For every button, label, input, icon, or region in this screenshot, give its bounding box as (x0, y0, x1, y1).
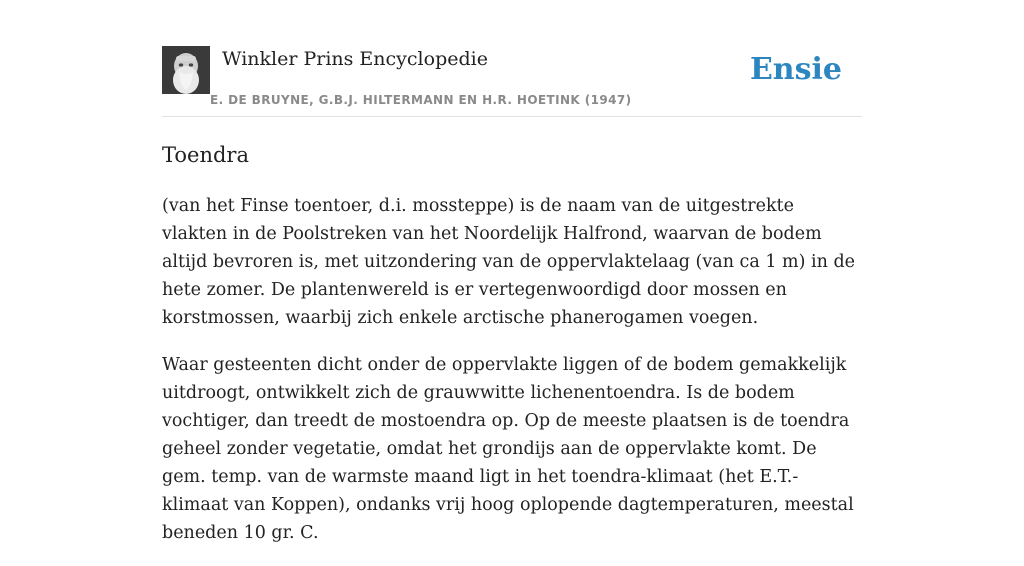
author-avatar[interactable] (162, 46, 210, 94)
ensie-logo-link[interactable]: Ensie (749, 52, 842, 87)
publication-authors: E. DE BRUYNE, G.B.J. HILTERMANN EN H.R. HOETINK (1947) (210, 93, 632, 107)
publication-header (162, 46, 862, 117)
article-paragraph: (van het Finse toentoer, d.i. mossteppe) is de naam van de uitgestrekte vlakten in de Poolstreken van het Noordelijk Halfrond, waarvan de bodem altijd bevroren is, met uitzondering van de oppervlaktelaag (van ca 1 m) in de hete zomer. De plantenwereld is er vertegenwoordigd door mossen en korstmossen, waarbij zich enkele arctische phanerogamen voegen. (162, 196, 856, 328)
publication-title[interactable]: Winkler Prins Encyclopedie (222, 48, 488, 70)
article-body (162, 192, 862, 566)
author-portrait-image (162, 46, 210, 94)
article-title: Toendra (162, 143, 249, 167)
article-paragraph: Waar gesteenten dicht onder de oppervlakte liggen of de bodem gemakkelijk uitdroogt, ontwikkelt zich de grauwwitte lichenentoendra. Is de bodem vochtiger, dan treedt de mostoendra op. Op de meeste plaatsen is de toendra geheel zonder vegetatie, omdat het grondijs aan de oppervlakte komt. De gem. temp. van de warmste maand ligt in het toendra-klimaat (het E.T.-klimaat van Koppen), ondanks vrij hoog oplopende dagtemperaturen, meestal beneden 10 gr. C. (162, 355, 854, 543)
